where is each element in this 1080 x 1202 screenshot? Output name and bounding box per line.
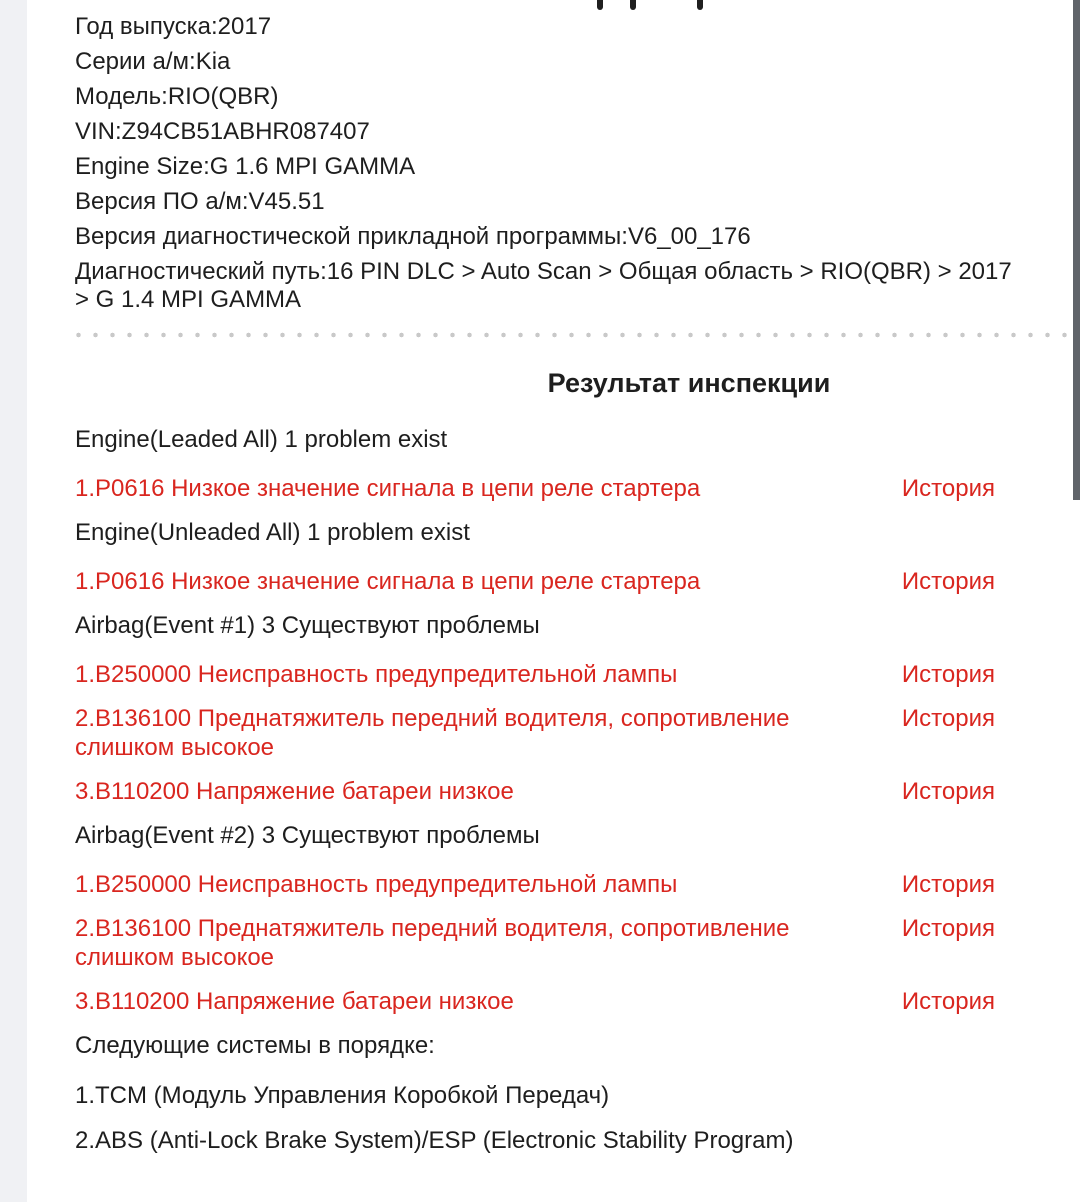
section-airbag-event-1 (75, 611, 995, 806)
info-line-diagnostic-path: Диагностический путь:16 PIN DLC > Auto Scan > Общая область > RIO(QBR) > 2017 > G 1.4 MPI GAMMA (75, 258, 1012, 313)
report-content (75, 0, 1023, 1171)
dtc-row (75, 567, 995, 596)
section-header: Engine(Leaded All) 1 problem exist (75, 426, 448, 453)
dtc-row (75, 660, 995, 689)
dtc-text: 2.B136100 Преднатяжитель передний водителя, сопротивление слишком высокое (75, 705, 790, 761)
ok-systems-header: Следующие системы в порядке: (75, 1032, 435, 1059)
info-line-sw-version: Версия ПО а/м:V45.51 (75, 188, 325, 215)
dtc-row (75, 474, 995, 503)
section-airbag-event-2 (75, 821, 995, 1016)
info-line-vin: VIN:Z94CB51ABHR087407 (75, 118, 370, 145)
inspection-results (75, 425, 1023, 1155)
dtc-text: 1.P0616 Низкое значение сигнала в цепи реле стартера (75, 568, 701, 595)
dtc-status-badge: История (901, 988, 995, 1015)
dtc-status-badge: История (901, 705, 995, 732)
info-line-engine-size: Engine Size:G 1.6 MPI GAMMA (75, 153, 416, 180)
dtc-text: 3.B110200 Напряжение батареи низкое (75, 988, 514, 1015)
dtc-status-badge: История (901, 661, 995, 688)
dtc-status-badge: История (901, 871, 995, 898)
dotted-separator (70, 332, 1072, 338)
dtc-row (75, 704, 995, 762)
section-header: Engine(Unleaded All) 1 problem exist (75, 519, 470, 546)
info-line-year: Год выпуска:2017 (75, 13, 272, 40)
section-header: Airbag(Event #1) 3 Существуют проблемы (75, 612, 540, 639)
info-line-app-version: Версия диагностической прикладной программы:V6_00_176 (75, 223, 751, 250)
dtc-status-badge: История (901, 915, 995, 942)
ok-systems-block (75, 1031, 995, 1155)
dtc-text: 1.B250000 Неисправность предупредительной лампы (75, 661, 678, 688)
ok-system-row: 1.TCM (Модуль Управления Коробкой Передач) (75, 1082, 610, 1109)
dtc-row (75, 777, 995, 806)
left-margin-strip (0, 0, 27, 1202)
section-header: Airbag(Event #2) 3 Существуют проблемы (75, 822, 540, 849)
info-line-model: Модель:RIO(QBR) (75, 83, 279, 110)
dtc-text: 2.B136100 Преднатяжитель передний водителя, сопротивление слишком высокое (75, 915, 790, 971)
dtc-status-badge: История (901, 778, 995, 805)
info-line-series: Серии а/м:Kia (75, 48, 231, 75)
dtc-status-badge: История (901, 475, 995, 502)
vehicle-info-block (75, 0, 1023, 314)
ok-system-row: 2.ABS (Anti-Lock Brake System)/ESP (Electronic Stability Program) (75, 1127, 794, 1154)
dtc-row (75, 870, 995, 899)
dtc-text: 3.B110200 Напряжение батареи низкое (75, 778, 514, 805)
scrollbar-thumb[interactable] (1073, 0, 1080, 500)
section-engine-unleaded (75, 518, 995, 596)
dtc-row (75, 914, 995, 972)
dtc-text: 1.P0616 Низкое значение сигнала в цепи реле стартера (75, 475, 701, 502)
inspection-result-title: Результат инспекции (547, 368, 831, 398)
dtc-status-badge: История (901, 568, 995, 595)
dtc-text: 1.B250000 Неисправность предупредительной лампы (75, 871, 678, 898)
section-engine-leaded (75, 425, 995, 503)
dtc-row (75, 987, 995, 1016)
